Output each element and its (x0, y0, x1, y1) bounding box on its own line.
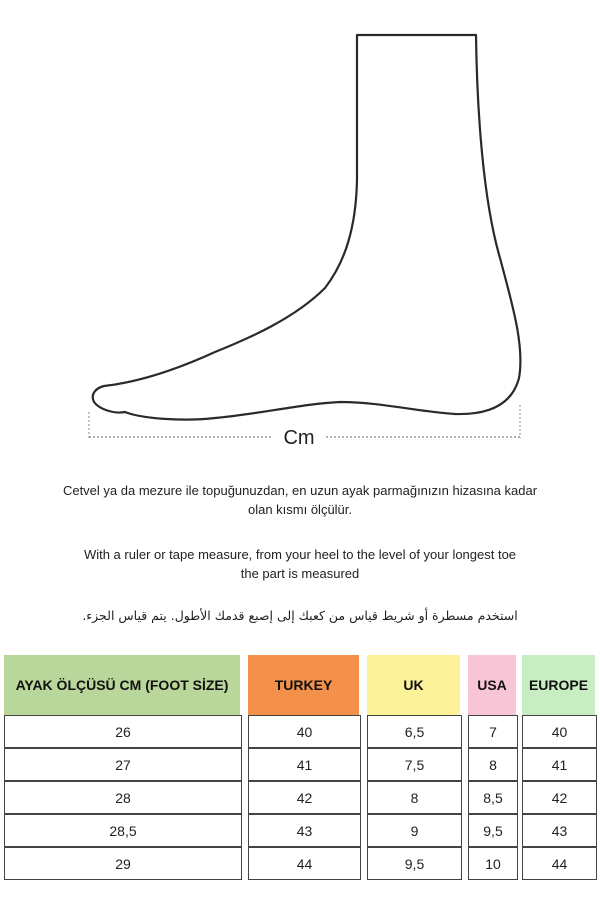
cell-foot-cm: 27 (4, 748, 242, 781)
header-turkey: TURKEY (248, 655, 361, 715)
cell-uk: 8 (367, 781, 462, 814)
size-chart-table (4, 655, 597, 880)
cell-uk: 9,5 (367, 847, 462, 880)
header-europe: EUROPE (522, 655, 597, 715)
cell-europe: 40 (522, 715, 597, 748)
turkish-instructions (0, 481, 600, 519)
cell-turkey: 43 (248, 814, 361, 847)
cell-foot-cm: 26 (4, 715, 242, 748)
cell-foot-cm: 28,5 (4, 814, 242, 847)
english-instructions (0, 545, 600, 583)
table-row (4, 847, 597, 880)
cell-europe: 41 (522, 748, 597, 781)
cell-uk: 7,5 (367, 748, 462, 781)
cell-usa: 10 (468, 847, 518, 880)
cell-uk: 9 (367, 814, 462, 847)
cell-turkey: 42 (248, 781, 361, 814)
table-header-row (4, 655, 597, 715)
cell-usa: 8,5 (468, 781, 518, 814)
cell-europe: 42 (522, 781, 597, 814)
foot-outline (93, 35, 521, 420)
header-foot-size: AYAK ÖLÇÜSÜ CM (FOOT SİZE) (4, 655, 242, 715)
table-row (4, 748, 597, 781)
cell-uk: 6,5 (367, 715, 462, 748)
english-line-1: With a ruler or tape measure, from your heel to the level of your longest toe (83, 547, 517, 562)
turkish-line-1: Cetvel ya da mezure ile topuğunuzdan, en uzun ayak parmağınızın hizasına kadar (62, 483, 538, 498)
cell-turkey: 41 (248, 748, 361, 781)
table-row (4, 715, 597, 748)
arabic-instructions: استخدم مسطرة أو شريط قياس من كعبك إلى إصبع قدمك الأطول. يتم قياس الجزء. (82, 608, 518, 623)
measure-label: Cm (283, 427, 315, 449)
turkish-line-2: olan kısmı ölçülür. (247, 502, 353, 517)
cell-foot-cm: 29 (4, 847, 242, 880)
cell-turkey: 40 (248, 715, 361, 748)
english-line-2: the part is measured (240, 566, 360, 581)
cell-usa: 9,5 (468, 814, 518, 847)
cell-turkey: 44 (248, 847, 361, 880)
cell-europe: 44 (522, 847, 597, 880)
header-usa: USA (468, 655, 518, 715)
table-row (4, 814, 597, 847)
cell-europe: 43 (522, 814, 597, 847)
table-row (4, 781, 597, 814)
cell-usa: 7 (468, 715, 518, 748)
cell-foot-cm: 28 (4, 781, 242, 814)
cell-usa: 8 (468, 748, 518, 781)
header-uk: UK (367, 655, 462, 715)
